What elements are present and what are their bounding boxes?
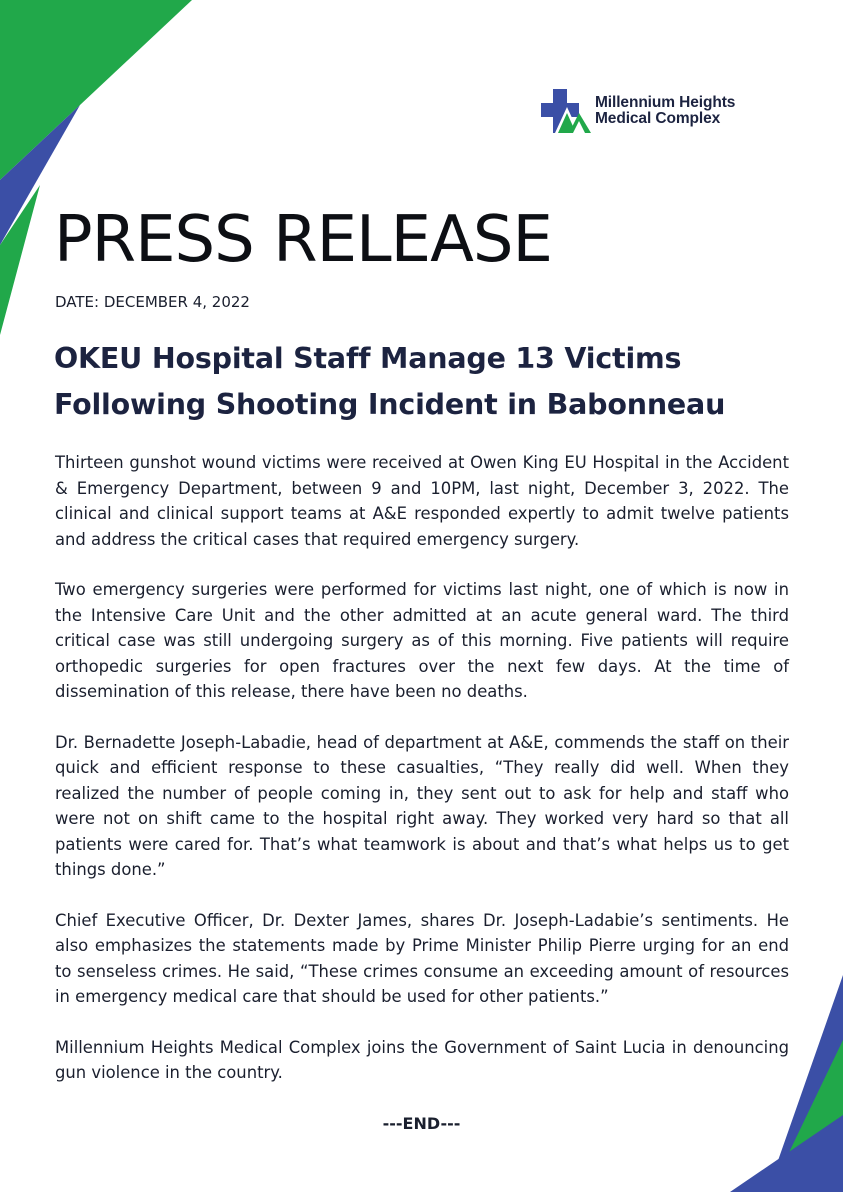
end-marker: ---END--- xyxy=(382,1114,461,1133)
body-text xyxy=(55,450,789,1111)
paragraph: Chief Executive Officer, Dr. Dexter James, shares Dr. Joseph-Ladabie’s sentiments. He also emphasizes the statements made by Prime Minister Philip Pierre urging for an end to senseless crimes. He said, “These crimes consume an exceeding amount of resources in emergency medical care that should be used for other patients.” xyxy=(55,910,789,1006)
medical-cross-logo-icon xyxy=(541,89,593,133)
paragraph: Two emergency surgeries were performed for victims last night, one of which is now in the Intensive Care Unit and the other admitted at an acute general ward. The third critical case was still undergoing surgery as of this morning. Five patients will require orthopedic surgeries for open fractures over the next few days. At the time of dissemination of this release, there have been no deaths. xyxy=(55,580,789,701)
logo-text xyxy=(595,95,735,127)
page-title: PRESS RELEASE xyxy=(54,203,552,277)
paragraph: Millennium Heights Medical Complex joins the Government of Saint Lucia in denouncing gun violence in the country. xyxy=(55,1037,789,1082)
release-date: DATE: DECEMBER 4, 2022 xyxy=(55,293,250,311)
paragraph: Thirteen gunshot wound victims were received at Owen King EU Hospital in the Accident & Emergency Department, between 9 and 10PM, last night, December 3, 2022. The clinical and clinical support teams at A&E responded expertly to admit twelve patients and address the critical cases that required emergency surgery. xyxy=(55,453,789,549)
paragraph: Dr. Bernadette Joseph-Labadie, head of department at A&E, commends the staff on their quick and efficient response to these casualties, “They really did well. When they realized the number of people coming in, they sent out to ask for help and staff who were not on shift came to the hospital right away. They worked very hard so that all patients were cared for. That’s what teamwork is about and that’s what helps us to get things done.” xyxy=(55,732,789,879)
logo-line-2: Medical Complex xyxy=(595,110,721,127)
headline: OKEU Hospital Staff Manage 13 Victims Following Shooting Incident in Babonneau xyxy=(54,342,726,421)
logo-line-1: Millennium Heights xyxy=(595,94,736,111)
organization-logo xyxy=(541,89,735,133)
